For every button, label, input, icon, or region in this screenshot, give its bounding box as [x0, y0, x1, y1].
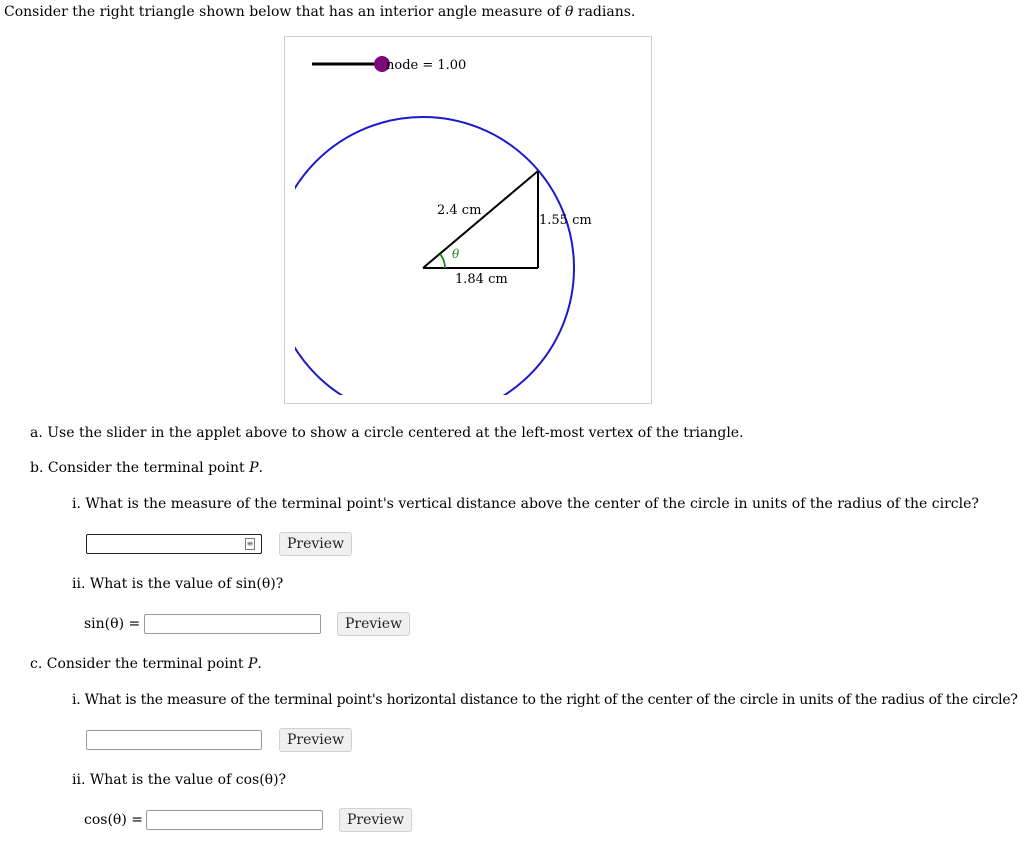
hypotenuse-label: 2.4 cm: [437, 203, 482, 218]
part-c-q1-input[interactable]: [86, 730, 262, 750]
part-c-point: P: [247, 656, 258, 672]
intro-before: Consider the right triangle shown below that has an interior angle measure of: [4, 4, 561, 20]
part-c-q2-text: [72, 771, 286, 789]
part-c-heading-text: c. Consider the terminal point: [30, 656, 244, 672]
part-b-period: .: [258, 460, 263, 476]
part-b-q2-lhs: sin(θ) =: [84, 616, 141, 632]
part-b-heading: [30, 459, 263, 477]
hypotenuse: [423, 171, 538, 268]
keyboard-icon[interactable]: ≡: [246, 539, 254, 548]
part-b-point: P: [249, 460, 259, 476]
intro-after: radians.: [577, 4, 636, 20]
intro-theta: θ: [564, 4, 574, 20]
angle-label: θ: [452, 247, 460, 261]
intro-text: [4, 3, 635, 21]
part-b-q1-text: i. What is the measure of the terminal point's vertical distance above the center of the circle in units of the radius of the circle?: [72, 496, 979, 512]
part-b-q2-func: sin(θ): [235, 576, 276, 592]
part-c-q2-lhs: cos(θ) =: [84, 812, 143, 828]
vertical-leg-label: 1.55 cm: [539, 213, 592, 228]
part-c-heading: [30, 655, 262, 673]
part-b-q2-before: ii. What is the value of: [72, 576, 232, 592]
part-c-q2-preview-button[interactable]: Preview: [339, 808, 412, 832]
horizontal-leg-label: 1.84 cm: [455, 272, 508, 287]
slider-label: node = 1.00: [386, 58, 467, 73]
applet-canvas: [285, 37, 653, 405]
part-b-q2-text: [72, 575, 283, 593]
triangle-applet[interactable]: [284, 36, 652, 404]
part-c-q2-after: ?: [278, 772, 287, 788]
part-c-q2-before: ii. What is the value of: [72, 772, 232, 788]
part-b-q2-preview-button[interactable]: Preview: [337, 612, 410, 636]
part-b-q1-input[interactable]: [86, 534, 262, 554]
part-c-q2-input[interactable]: [146, 810, 323, 830]
part-c-q1-preview-button[interactable]: Preview: [279, 728, 352, 752]
part-b-q1-preview-button[interactable]: Preview: [279, 532, 352, 556]
angle-arc: [440, 254, 445, 268]
part-b-q2-input[interactable]: [144, 614, 321, 634]
part-a-text: a. Use the slider in the applet above to show a circle centered at the left-most vertex of the triangle.: [30, 425, 744, 441]
part-c-q2-func: cos(θ): [235, 772, 279, 788]
part-c-period: .: [257, 656, 262, 672]
part-b-q2-after: ?: [275, 576, 284, 592]
part-b-heading-text: b. Consider the terminal point: [30, 460, 245, 476]
part-c-q1-text: i. What is the measure of the terminal point's horizontal distance to the right of the center of the circle in units of the radius of the circle?: [72, 692, 1018, 708]
